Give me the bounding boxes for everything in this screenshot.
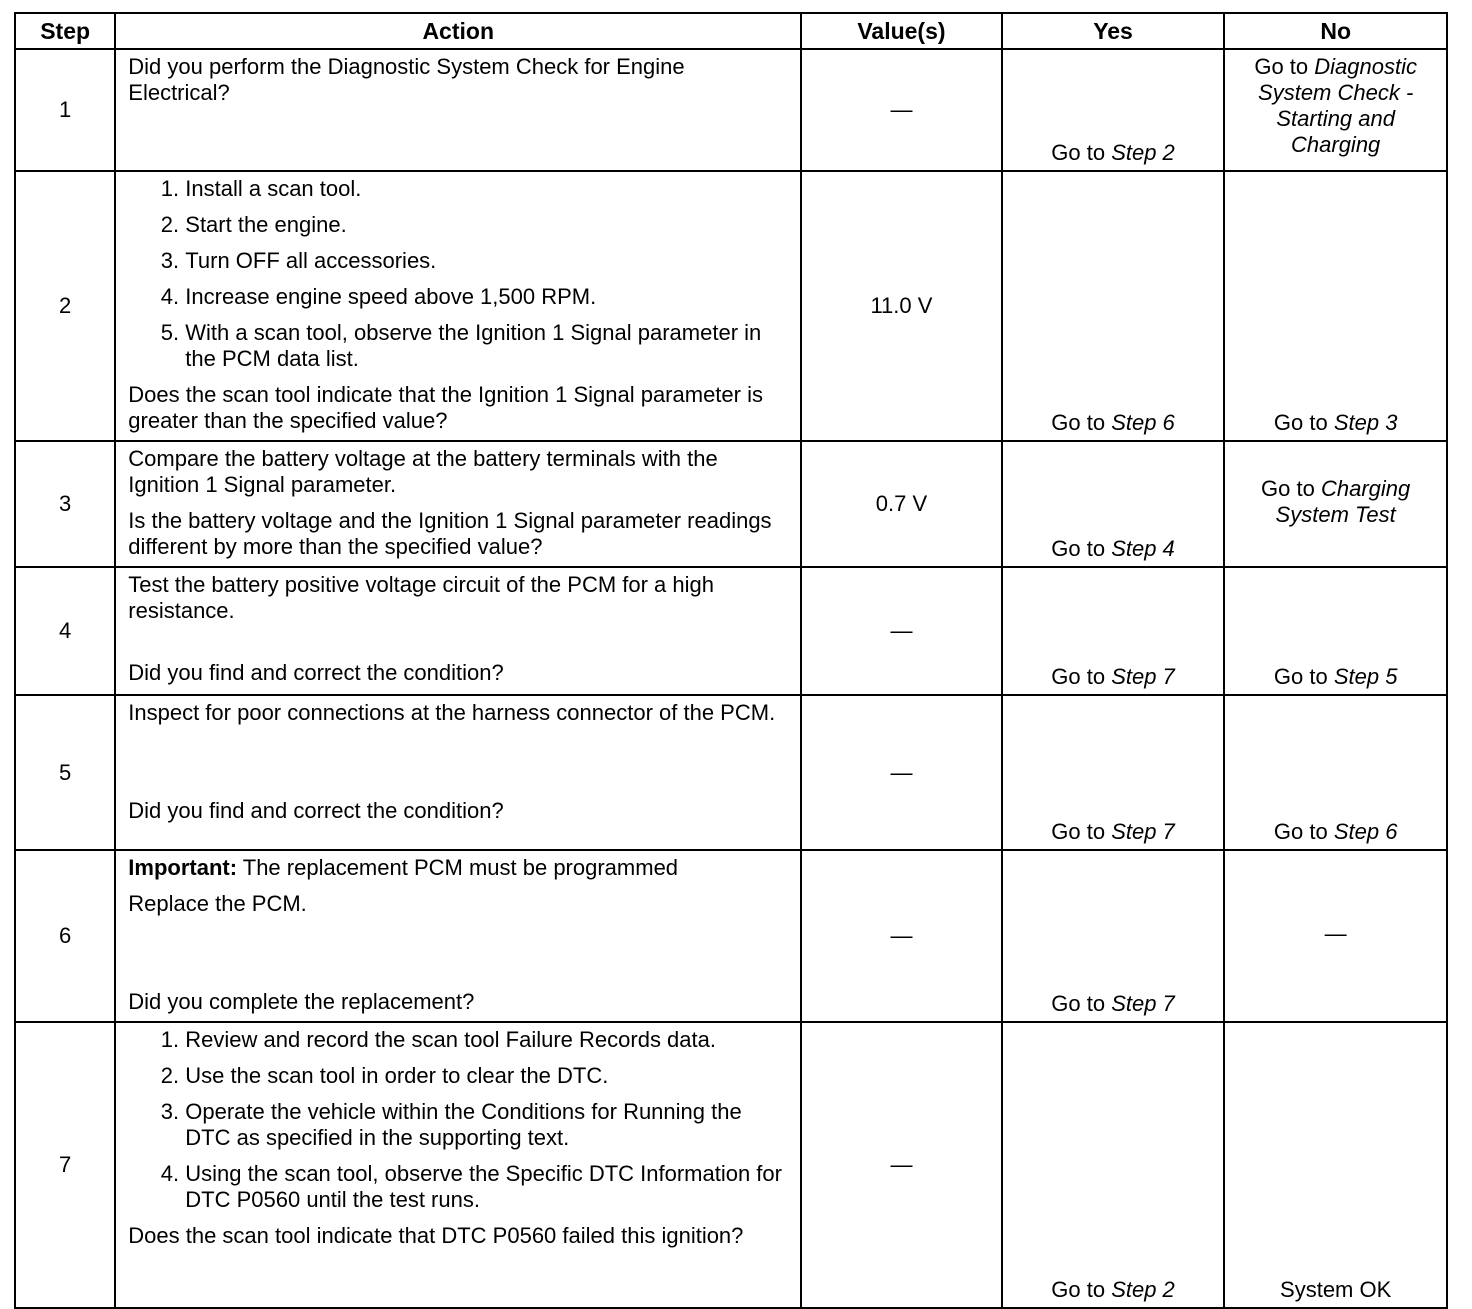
step-number: 4	[15, 567, 115, 695]
go-to-label: Go to	[1261, 476, 1315, 501]
action-text: Test the battery positive voltage circuit of the PCM for a high resistance.	[128, 572, 714, 623]
go-to-label: Go to	[1051, 536, 1106, 561]
value-cell: 11.0 V	[801, 171, 1002, 441]
action-text: Compare the battery voltage at the battery terminals with the Ignition 1 Signal parameter.	[128, 446, 718, 497]
go-to-label: Go to	[1254, 54, 1309, 79]
yes-link[interactable]: Step 7	[1111, 991, 1175, 1016]
no-cell	[1224, 49, 1447, 171]
go-to-label: Go to	[1273, 410, 1328, 435]
no-link-part[interactable]: Starting and	[1276, 106, 1395, 131]
no-cell: —	[1224, 850, 1447, 1022]
action-cell	[115, 49, 801, 171]
yes-link[interactable]: Step 2	[1111, 1277, 1175, 1302]
header-no: No	[1224, 13, 1447, 49]
action-question: Did you find and correct the condition?	[128, 798, 504, 823]
action-question: Does the scan tool indicate that the Ignition 1 Signal parameter is greater than the specified value?	[128, 382, 763, 433]
table-header-row	[15, 13, 1447, 49]
yes-link[interactable]: Step 6	[1111, 410, 1175, 435]
step-number: 6	[15, 850, 115, 1022]
list-item: 2. Use the scan tool in order to clear the DTC.	[185, 1063, 790, 1089]
no-link-part[interactable]: Diagnostic	[1314, 54, 1417, 79]
value-cell: —	[801, 850, 1002, 1022]
step-number: 1	[15, 49, 115, 171]
action-question: Did you find and correct the condition?	[128, 660, 504, 685]
action-cell	[115, 1022, 801, 1308]
go-to-label: Go to	[1051, 819, 1106, 844]
yes-link[interactable]: Step 7	[1111, 819, 1175, 844]
action-cell	[115, 695, 801, 850]
action-question: Is the battery voltage and the Ignition 1 Signal parameter readings different by more than the specified value?	[128, 508, 772, 559]
no-cell	[1224, 567, 1447, 695]
action-cell	[115, 850, 801, 1022]
no-link[interactable]: Step 3	[1333, 410, 1398, 435]
action-question: Does the scan tool indicate that DTC P0560 failed this ignition?	[128, 1223, 744, 1248]
no-link-part[interactable]: System Check -	[1258, 80, 1414, 105]
table-row	[15, 441, 1447, 567]
action-steps-list	[128, 176, 790, 372]
yes-cell	[1002, 850, 1225, 1022]
action-text: Inspect for poor connections at the harness connector of the PCM.	[128, 700, 776, 725]
go-to-label: Go to	[1051, 410, 1106, 435]
table-row	[15, 49, 1447, 171]
no-cell	[1224, 171, 1447, 441]
header-action: Action	[115, 13, 801, 49]
go-to-label: Go to	[1273, 819, 1328, 844]
action-text: Replace the PCM.	[128, 891, 307, 916]
step-number: 2	[15, 171, 115, 441]
table-row	[15, 171, 1447, 441]
yes-cell	[1002, 1022, 1225, 1308]
list-item: 5. With a scan tool, observe the Ignition 1 Signal parameter in the PCM data list.	[185, 320, 790, 372]
action-cell	[115, 171, 801, 441]
no-cell	[1224, 695, 1447, 850]
action-question: Did you complete the replacement?	[128, 989, 475, 1014]
go-to-label: Go to	[1051, 991, 1106, 1016]
go-to-label: Go to	[1051, 664, 1106, 689]
step-number: 5	[15, 695, 115, 850]
yes-cell	[1002, 567, 1225, 695]
table-row	[15, 1022, 1447, 1308]
value-cell: —	[801, 567, 1002, 695]
go-to-label: Go to	[1051, 1277, 1106, 1302]
value-cell: —	[801, 695, 1002, 850]
list-item: 1. Install a scan tool.	[185, 176, 790, 202]
important-label: Important:	[128, 855, 238, 880]
list-item: 4. Increase engine speed above 1,500 RPM.	[185, 284, 790, 310]
step-number: 3	[15, 441, 115, 567]
table-row	[15, 567, 1447, 695]
action-question: Did you perform the Diagnostic System Check for Engine Electrical?	[128, 54, 685, 105]
table-row	[15, 695, 1447, 850]
important-note	[128, 855, 790, 881]
list-item: 4. Using the scan tool, observe the Specific DTC Information for DTC P0560 until the test runs.	[185, 1161, 790, 1213]
no-link-part[interactable]: Charging	[1320, 476, 1411, 501]
action-steps-list	[128, 1027, 790, 1213]
go-to-label: Go to	[1273, 664, 1328, 689]
yes-link[interactable]: Step 4	[1111, 536, 1175, 561]
header-step: Step	[15, 13, 115, 49]
list-item: 3. Turn OFF all accessories.	[185, 248, 790, 274]
yes-cell	[1002, 695, 1225, 850]
list-item: 3. Operate the vehicle within the Conditions for Running the DTC as specified in the supporting text.	[185, 1099, 790, 1151]
list-item: 2. Start the engine.	[185, 212, 790, 238]
no-link[interactable]: Step 6	[1333, 819, 1398, 844]
action-cell	[115, 441, 801, 567]
go-to-label: Go to	[1051, 140, 1106, 165]
list-item: 1. Review and record the scan tool Failure Records data.	[185, 1027, 790, 1053]
header-values: Value(s)	[801, 13, 1002, 49]
table-row	[15, 850, 1447, 1022]
no-cell: System OK	[1224, 1022, 1447, 1308]
value-cell: —	[801, 49, 1002, 171]
yes-cell	[1002, 49, 1225, 171]
no-link-part[interactable]: Charging	[1291, 132, 1381, 157]
no-link[interactable]: Step 5	[1333, 664, 1398, 689]
yes-link[interactable]: Step 2	[1111, 140, 1175, 165]
yes-cell	[1002, 441, 1225, 567]
no-link-part[interactable]: System Test	[1275, 502, 1396, 527]
value-cell: —	[801, 1022, 1002, 1308]
value-cell: 0.7 V	[801, 441, 1002, 567]
diagnostic-table	[14, 12, 1448, 1309]
action-cell	[115, 567, 801, 695]
header-yes: Yes	[1002, 13, 1225, 49]
step-number: 7	[15, 1022, 115, 1308]
no-cell	[1224, 441, 1447, 567]
yes-link[interactable]: Step 7	[1111, 664, 1175, 689]
yes-cell	[1002, 171, 1225, 441]
important-text: The replacement PCM must be programmed	[242, 855, 679, 880]
